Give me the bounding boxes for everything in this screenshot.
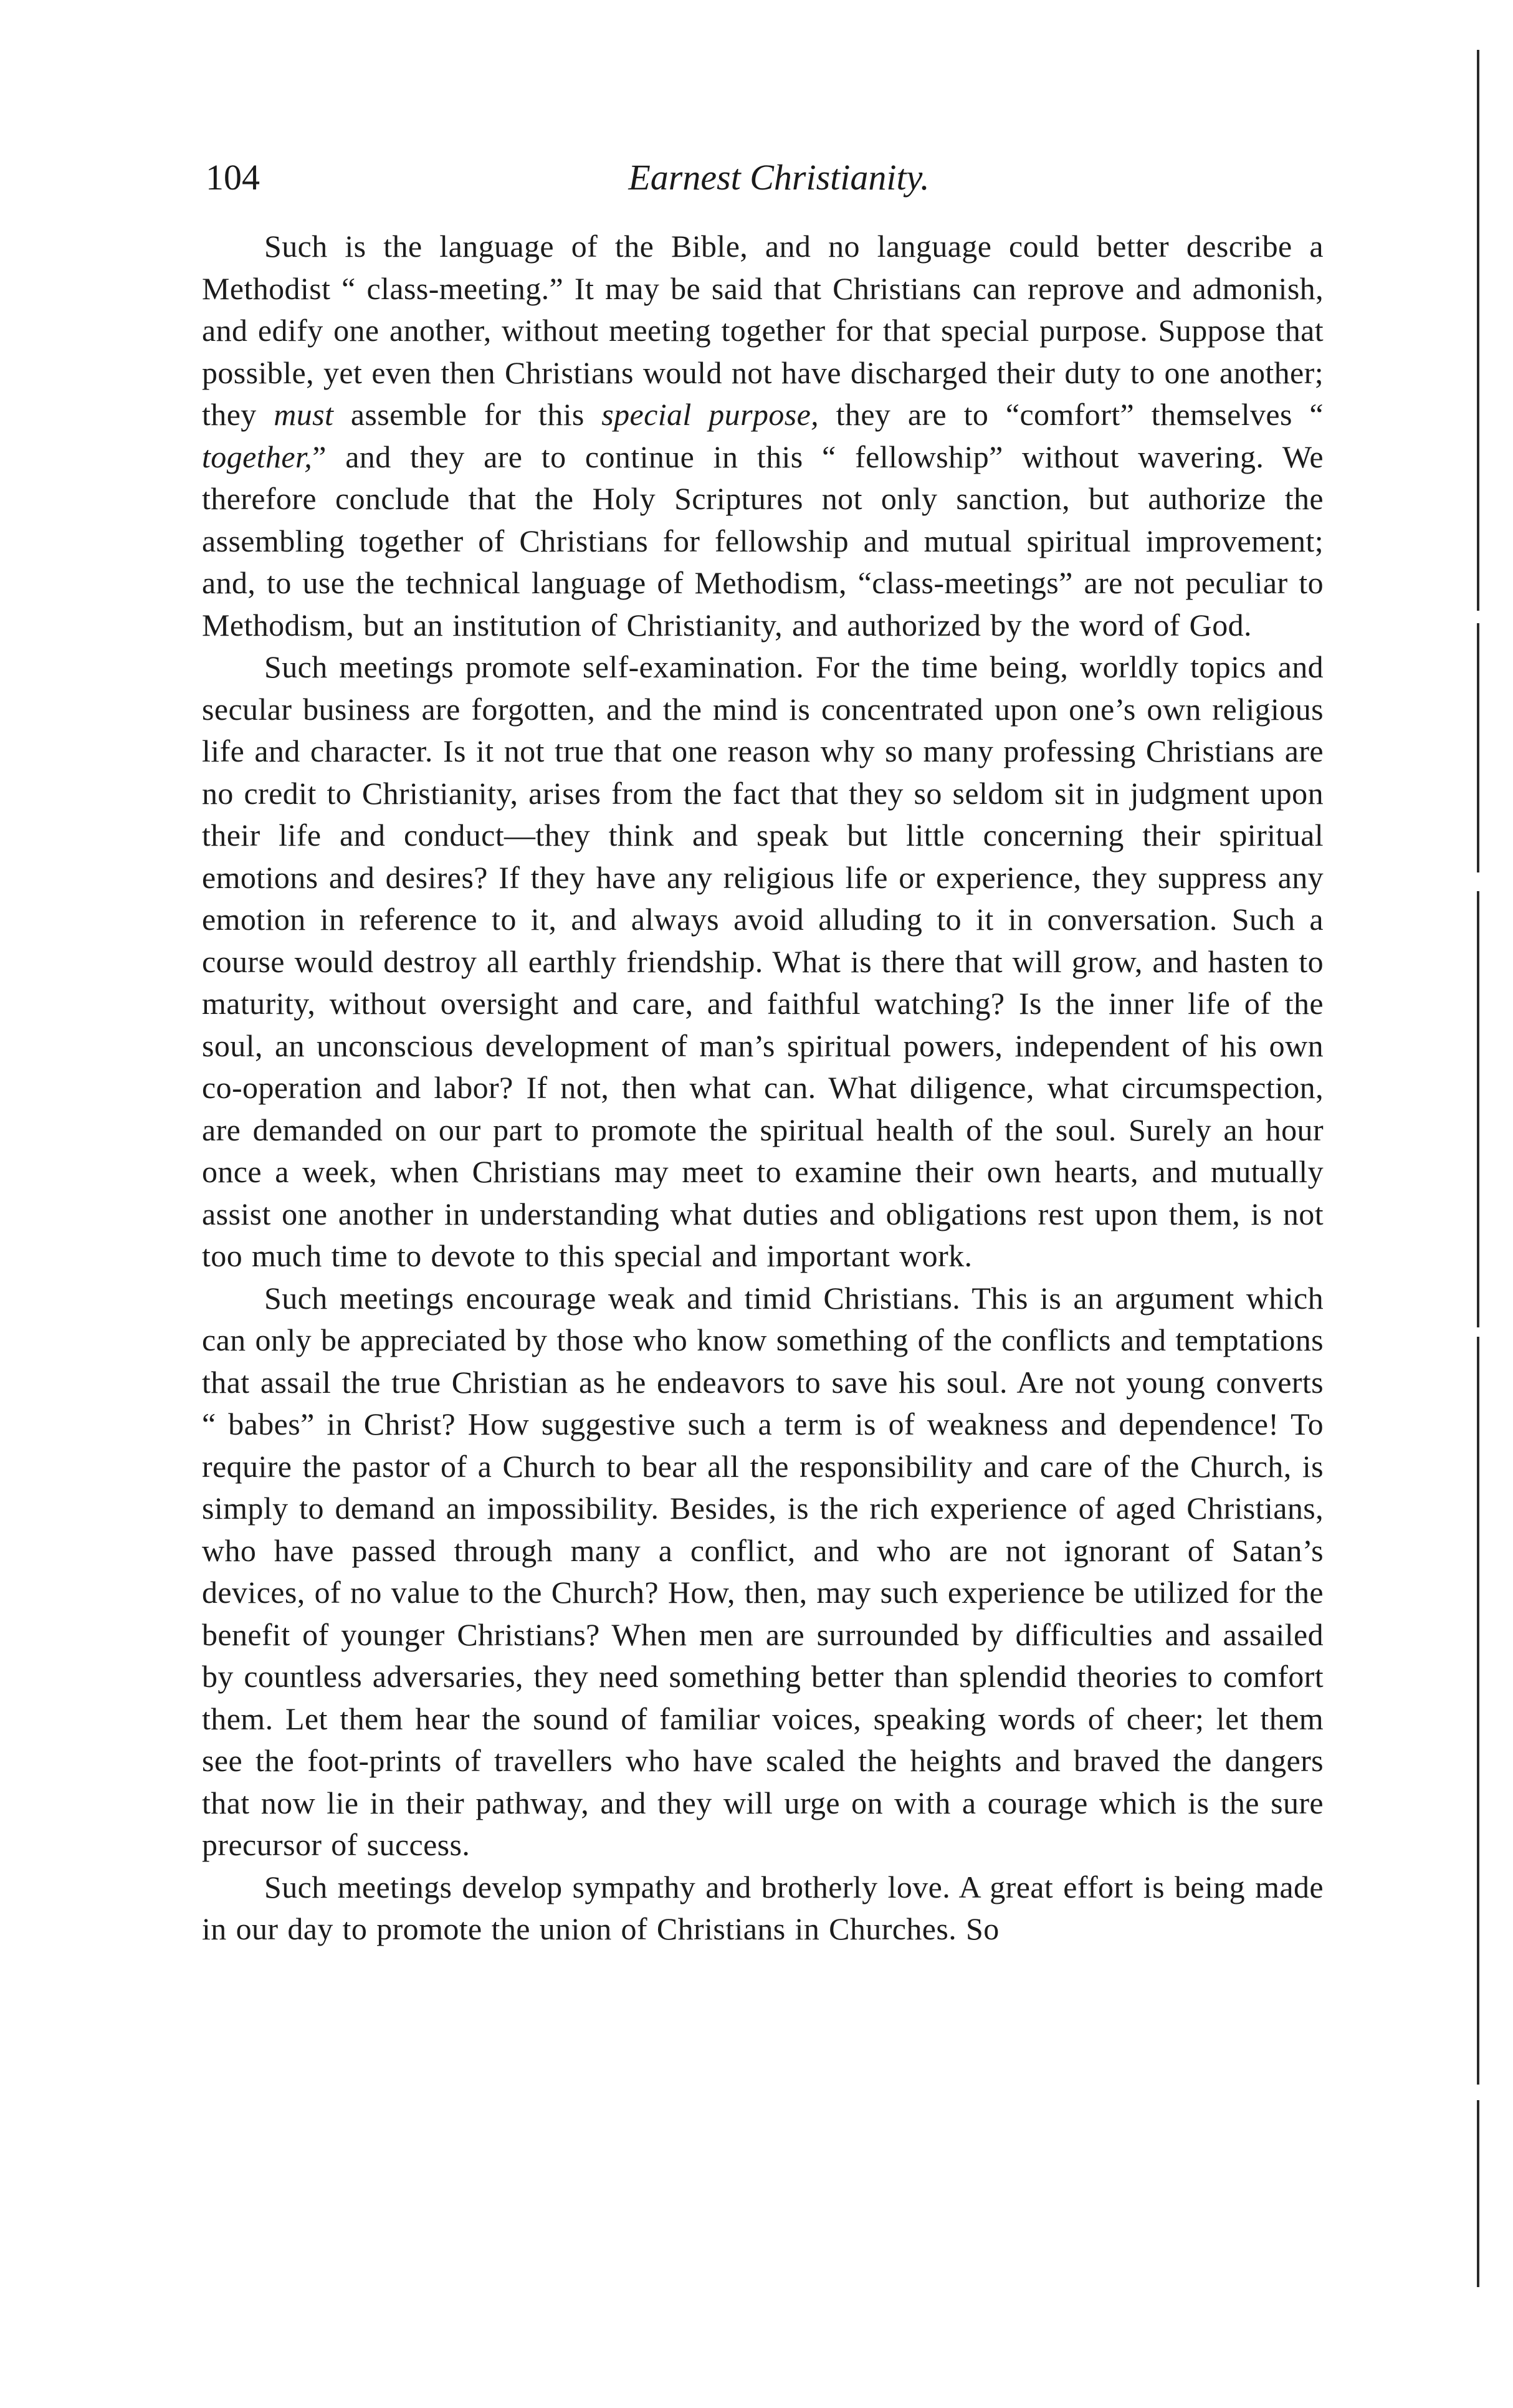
paragraph-weak-christians: Such meetings encourage weak and timid Christians. This is an argument which can only be appreciated by those who know something of the conflicts and temptations that assail the true Christian as he endeavors to save his soul. Are not young converts “ babes” in Christ? How suggestive such a term is of weakness and dependence! To require the pastor of a Church to bear all the responsibility and care of the Church, is simply to demand an impossibility. Besides, is the rich experience of aged Christians, who have passed through many a conflict, and who are not ignorant of Satan’s devices, of no value to the Church? How, then, may such experience be utilized for the benefit of younger Christians? When men are surrounded by difficulties and assailed by countless adversaries, they need something better than splendid theories to comfort them. Let them hear the sound of familiar voices, speaking words of cheer; let them see the foot-prints of travellers who have scaled the heights and braved the dangers that now lie in their pathway, and they will urge on with a courage which is the sure precursor of success. (202, 1280, 1324, 1862)
paragraph-self-examination: Such meetings promote self-examination. For the time being, worldly topics and secular business are forgotten, and the mind is concentrated upon one’s own religious life and character. Is it not true that one reason why so many professing Christians are no credit to Christianity, arises from the fact that they so seldom sit in judgment upon their life and conduct—they think and speak but little concerning their spiritual emotions and desires? If they have any religious life or experience, they suppress any emotion in reference to it, and always avoid alluding to it in conversation. Such a course would destroy all earthly friendship. What is there that will grow, and hasten to maturity, without oversight and care, and faithful watching? Is the inner life of the soul, an unconscious development of man’s spiritual powers, independent of his own co-operation and labor? If not, then what can. What diligence, what circumspection, are demanded on our part to promote the spiritual health of the soul. Surely an hour once a week, when Christians may meet to examine their own hearts, and mutually assist one another in understanding what duties and obligations rest upon them, is not too much time to devote to this special and important work. (202, 649, 1324, 1273)
paragraph-class-meeting (202, 226, 1324, 646)
paragraph-text: assemble for this (333, 397, 602, 432)
paragraph-text: they are to “comfort” themselves “ (819, 397, 1324, 432)
running-title: Earnest Christianity. (628, 157, 930, 198)
paragraph-sympathy: Such meetings develop sympathy and brotherly love. A great effort is being made in our day to promote the union of Christians in Churches. So (202, 1869, 1324, 1946)
emphasis-special-purpose: special purpose, (601, 397, 819, 432)
page-number: 104 (206, 157, 260, 198)
paragraph-text: ” and they are to continue in this “ fellowship” without wavering. We therefore conclude that the Holy Scriptures not only sanction, but authorize the assembling together of Christians for fellowship and mutual spiritual improvement; and, to use the technical language of Methodism, “class-meetings” are not peculiar to Methodism, but an institution of Christianity, and authorized by the word of God. (202, 439, 1324, 643)
page-header (206, 150, 1352, 206)
scan-edge-line (1476, 50, 1481, 2318)
emphasis-must: must (274, 397, 334, 432)
paragraph-text: Such is the language of the Bible, and no language could better describe a Methodist “ class-meeting.” It may be said that Christians can reprove and admonish, and edify one another, without meeting together for that special purpose. Suppose that possible, yet even then Christians would not have discharged their duty to one another; they (202, 229, 1324, 432)
emphasis-together: together, (202, 439, 313, 474)
body-text (202, 226, 1324, 1951)
